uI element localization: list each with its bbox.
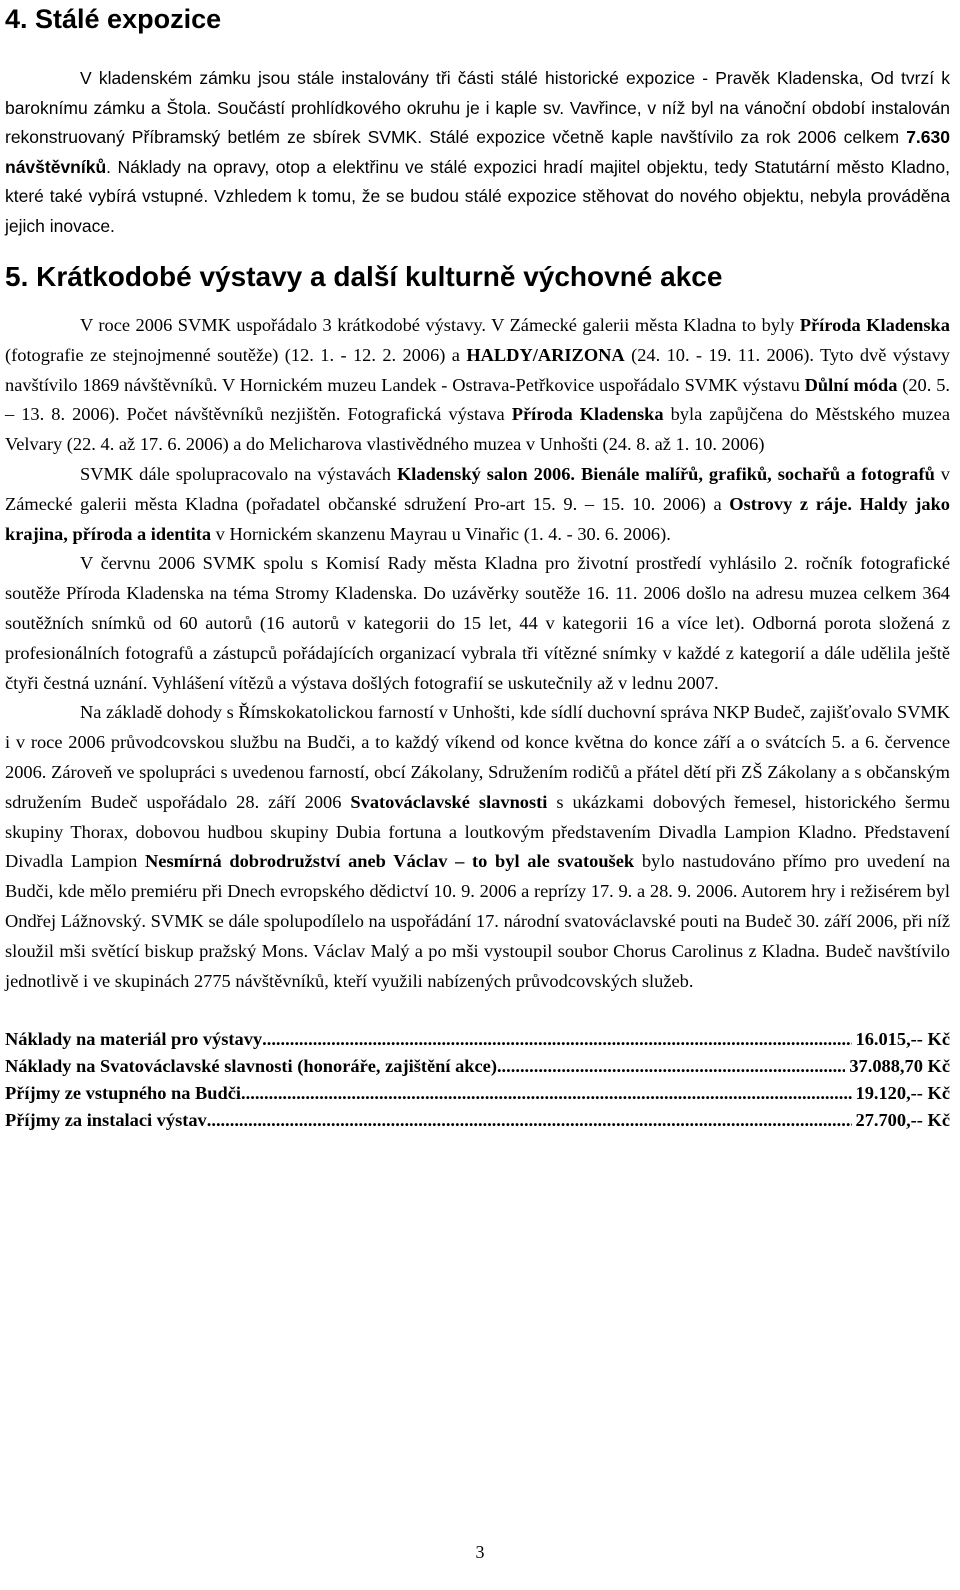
section-5-heading: 5. Krátkodobé výstavy a další kulturně výchovné akce [5,261,723,292]
leader-dots [241,1080,851,1107]
section-4-heading: 4. Stálé expozice [5,4,222,34]
text-run: s ukázkami dobových řemesel, historického šermu skupiny Thorax, dobovou hudbou skupiny Dubia fortuna a loutkovým představením Divadla Lampion Kladno. Představení Divadla Lampion [5,791,950,872]
text-run: SVMK dále spolupracovalo na výstavách [80,463,397,484]
section-5-paragraph-2 [5,460,950,549]
cost-amount: 27.700,-- Kč [855,1110,950,1131]
bold-text-run: Nesmírná dobrodružství aneb Václav – to byl ale svatoušek [145,851,635,872]
text-run: v Zámecké galerii města Kladna (pořadatel občanské sdružení Pro-art 15. 9. – 15. 10. 2006) a [5,463,950,514]
cost-row [5,1107,950,1134]
bold-text-run: Příroda Kladenska [511,404,664,425]
section-4-visitors-count: 7.630 návštěvníků [5,127,950,177]
cost-label: Příjmy za instalaci výstav [5,1110,207,1131]
page-number: 3 [475,1542,485,1562]
cost-row [5,1080,950,1107]
text-run: bylo nastudováno přímo pro uvedení na Budči, kde mělo premiéru při Dnech evropského dědictví 10. 9. 2006 a reprízy 17. 9. a 28. 9. 2006. Autorem hry i režisérem byl Ondřej Lážnovský. SVMK se dále spolupodílelo na uspořádání 17. národní svatováclavské pouti na Budeč 30. září 2006, při níž sloužil mši světící biskup pražský Mons. Václav Malý a po mši vystoupil soubor Chorus Carolinus z Kladna. Budeč navštívilo jednotlivě i ve skupinách 2775 návštěvníků, kteří využili nabízených průvodcovských služeb. [5,851,951,991]
bold-text-run: Bienále malířů, grafiků, sochařů a fotografů [581,463,935,484]
text-run: V červnu 2006 SVMK spolu s Komisí Rady města Kladna pro životní prostředí vyhlásilo 2. ročník fotografické soutěže Příroda Kladenska na téma Stromy Kladenska. Do uzávěrky soutěže 16. 11. 2006 došlo na adresu muzea celkem 364 soutěžních snímků od 60 autorů (16 autorů v kategorii do 15 let, 44 v kategorii 16 a více let). Odborná porota složená z profesionálních fotografů a zástupců pořádajících organizací vybrala tři vítězné snímky v každé z kategorií a dále udělila ještě čtyři čestná uznání. Vyhlášení vítězů a výstava došlých fotografií se uskutečnily až v lednu 2007. [5,553,950,693]
bold-text-run: HALDY/ARIZONA [466,344,625,365]
bold-text-run: Ostrovy z ráje. [729,493,852,514]
bold-text-run: Kladenský salon 2006. [396,463,575,484]
section-5-paragraph-1 [5,311,950,460]
text-run: byla zapůjčena do Městského muzea Velvary (22. 4. až 17. 6. 2006) a do Melicharova vlastivědného muzea v Unhošti (24. 8. až 1. 10. 2006) [5,404,950,455]
text-run: Na základě dohody s Římskokatolickou farností v Unhošti, kde sídlí duchovní správa NKP Budeč, zajišťovalo SVMK i v roce 2006 průvodcovskou službu na Budči, a to každý víkend od konce května do konce září a o svátcích 5. a 6. července 2006. Zároveň ve spolupráci s uvedenou farností, obcí Zákolany, Sdružením rodičů a přátel dětí při ZŠ Zákolany a s občanským sdružením Budeč uspořádalo 28. září 2006 [5,702,950,812]
leader-dots [207,1107,852,1134]
text-run: (fotografie ze stejnojmenné soutěže) (12. 1. - 12. 2. 2006) a [5,344,467,365]
bold-text-run: Důlní móda [804,374,898,395]
bold-text-run: Haldy jako krajina, příroda a identita [5,493,951,544]
cost-label: Příjmy ze vstupného na Budči [5,1083,242,1104]
cost-row [5,1026,950,1053]
cost-amount: 37.088,70 Kč [849,1056,950,1077]
cost-amount: 16.015,-- Kč [855,1029,950,1050]
section-5-body [5,311,950,996]
section-5-paragraph-3 [5,549,950,698]
bold-text-run: Příroda Kladenska [799,315,950,335]
section-4-text-a: V kladenském zámku jsou stále instalovány tři části stálé historické expozice - Pravěk Kladenska, Od tvrzí k baroknímu zámku a Štola. Součástí prohlídkového okruhu je i kaple sv. Vavřince, v níž byl na vánoční období instalován rekonstruovaný Příbramský betlém ze sbírek SVMK. Stálé expozice včetně kaple navštívilo za rok 2006 celkem [5,68,950,147]
text-run: v Hornickém skanzenu Mayrau u Vinařic (1. 4. - 30. 6. 2006). [211,523,671,544]
text-run: (20. 5. – 13. 8. 2006). Počet návštěvníků nezjištěn. Fotografická výstava [5,374,950,425]
text-run [852,494,860,514]
bold-text-run: Svatováclavské slavnosti [350,791,548,812]
cost-row [5,1053,950,1080]
section-4-body [5,64,950,241]
text-run: (24. 10. - 19. 11. 2006). Tyto dvě výstavy navštívilo 1869 návštěvníků. V Hornickém muzeu Landek - Ostrava-Petřkovice uspořádalo SVMK výstavu [5,344,951,395]
document-page [5,0,950,1134]
section-4-paragraph [5,64,950,241]
cost-label: Náklady na materiál pro výstavy [5,1029,263,1050]
cost-amount: 19.120,-- Kč [855,1083,950,1104]
section-4-text-c: . Náklady na opravy, otop a elektřinu ve stálé expozici hradí majitel objektu, tedy Statutární město Kladno, které také vybírá vstupné. Vzhledem k tomu, že se budou stálé expozice stěhovat do nového objektu, nebyla prováděna jejich inovace. [5,156,950,236]
costs-summary [5,1026,950,1134]
section-5-paragraph-4 [5,698,950,996]
text-run: V roce 2006 SVMK uspořádalo 3 krátkodobé výstavy. V Zámecké galerii města Kladna to byly [80,315,800,335]
leader-dots [497,1053,845,1080]
leader-dots [262,1026,851,1053]
cost-label: Náklady na Svatováclavské slavnosti (honoráře, zajištění akce) [5,1056,497,1077]
